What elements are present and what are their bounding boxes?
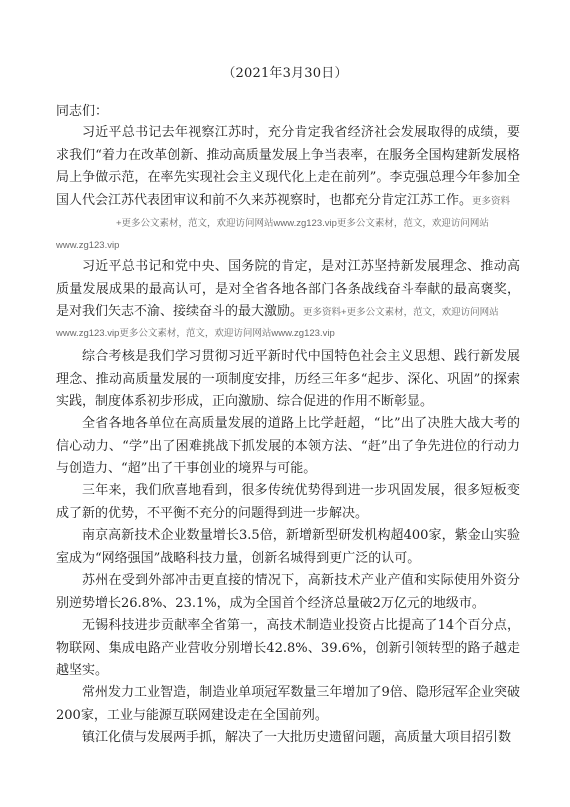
- paragraph-7: 苏州在受到外部冲击更直接的情况下，高新技术产业产值和实际使用外资分别逆势增长26.8%、23.1%，成为全国首个经济总量破2万亿元的地级市。: [56, 573, 520, 611]
- watermark-text: 更多资料: [472, 195, 511, 207]
- speech-date: （2021年3月30日）: [222, 66, 348, 81]
- paragraph-5: 三年来，我们欣喜地看到，很多传统优势得到进一步巩固发展，很多短板变成了新的优势，不平衡不充分的问题得到进一步解决。: [56, 483, 520, 521]
- paragraph-3: 综合考核是我们学习贯彻习近平新时代中国特色社会主义思想、践行新发展理念、推动高质量发展的一项制度安排，历经三年多“起步、深化、巩固”的探索实践，制度体系初步形成，正向激励、综合促进的作用不断彰显。: [56, 349, 520, 409]
- paragraph-10: 镇江化债与发展两手抓，解决了一大批历史遗留问题，高质量大项目招引数: [82, 730, 512, 745]
- salutation: 同志们：: [56, 104, 109, 119]
- paragraph-text: 习近平总书记和党中央、国务院的肯定，是对江苏坚持新发展理念、推动高质量发展成果的最高认可，是对全省各地各部门各条战线奋斗奉献的最高褒奖，是对我们矢志不渝、接续奋斗的最大激励。: [56, 259, 520, 319]
- watermark-text: +更多公文素材，范文，欢迎访问网站www.zg123.vip更多公文素材，范文，欢迎访问网站: [116, 218, 489, 229]
- paragraph-4: 全省各地各单位在高质量发展的道路上比学赶超，“比”出了决胜大战大考的信心动力、“学”出了困难挑战下抓发展的本领方法、“赶”出了争先进位的行动力与创造力、“超”出了干事创业的境界与可能。: [56, 416, 520, 476]
- paragraph-8: 无锡科技进步贡献率全省第一，高技术制造业投资占比提高了14个百分点，物联网、集成电路产业营收分别增长42.8%、39.6%，创新引领转型的路子越走越坚实。: [56, 618, 520, 678]
- paragraph-6: 南京高新技术企业数量增长3.5倍，新增新型研发机构超400家，紫金山实验室成为“网络强国”战略科技力量，创新名城得到更广泛的认可。: [56, 528, 520, 566]
- paragraph-2: [56, 256, 520, 325]
- watermark-line: www.zg123.vip: [56, 240, 120, 251]
- paragraph-text: 习近平总书记去年视察江苏时，充分肯定我省经济社会发展取得的成绩，要求我们“着力在改革创新、推动高质量发展上争当表率，在服务全国构建新发展格局上争做示范，在率先实现社会主义现代化上走在前列”。李克强总理今年参加全国人代会江苏代表团审议和前不久来苏视察时，也都充分肯定江苏工作。: [56, 125, 520, 208]
- paragraph-1: [56, 122, 520, 213]
- watermark-line: www.zg123.vip更多公文素材，范文，欢迎访问网站www.zg123.vip: [56, 328, 335, 339]
- watermark-line: [56, 214, 526, 234]
- watermark-text: 更多资料+更多公文素材，范文，欢迎访问网站: [303, 307, 499, 318]
- paragraph-9: 常州发力工业智造，制造业单项冠军数量三年增加了9倍、隐形冠军企业突破200家，工业与能源互联网建设走在全国前列。: [56, 685, 520, 723]
